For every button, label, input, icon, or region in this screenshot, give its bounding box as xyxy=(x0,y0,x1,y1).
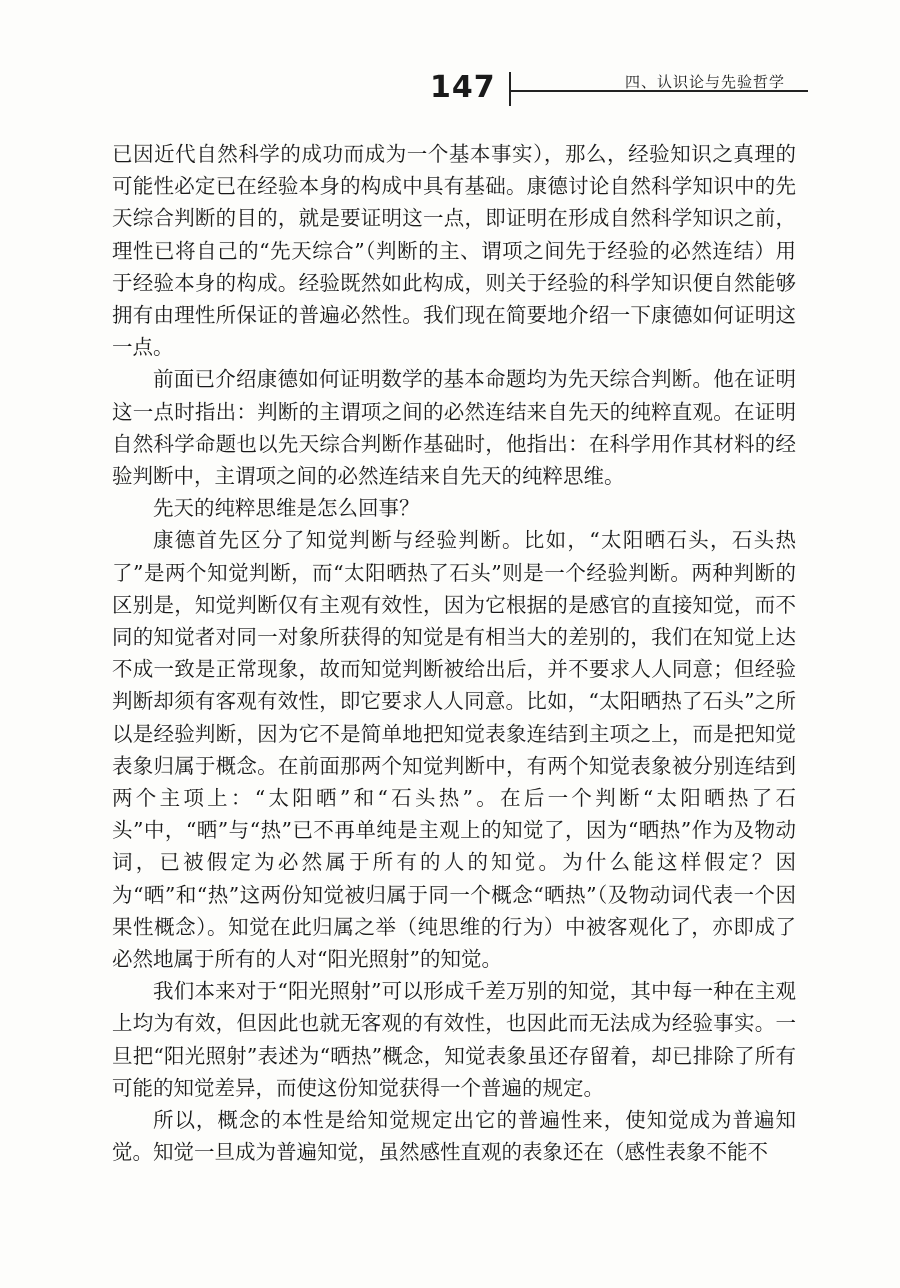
paragraph-continued: 已因近代自然科学的成功而成为一个基本事实），那么，经验知识之真理的可能性必定已在经验本身的构成中具有基础。康德讨论自然科学知识中的先天综合判断的目的，就是要证明这一点，即证明在形成自然科学知识之前，理性已将自己的“先天综合”（判断的主、谓项之间先于经验的必然连结）用于经验本身的构成。经验既然如此构成，则关于经验的科学知识便自然能够拥有由理性所保证的普遍必然性。我们现在简要地介绍一下康德如何证明这一点。 xyxy=(112,142,796,360)
body-text xyxy=(112,138,796,1169)
paragraph: 所以，概念的本性是给知觉规定出它的普遍性来，使知觉成为普遍知觉。知觉一旦成为普遍知觉，虽然感性直观的表象还在（感性表象不能不 xyxy=(112,1108,796,1165)
paragraph: 前面已介绍康德如何证明数学的基本命题均为先天综合判断。他在证明这一点时指出：判断的主谓项之间的必然连结来自先天的纯粹直观。在证明自然科学命题也以先天综合判断作基础时，他指出：在科学用作其材料的经验判断中，主谓项之间的必然连结来自先天的纯粹思维。 xyxy=(112,367,796,489)
paragraph: 康德首先区分了知觉判断与经验判断。比如，“太阳晒石头，石头热了”是两个知觉判断，而“太阳晒热了石头”则是一个经验判断。两种判断的区别是，知觉判断仅有主观有效性，因为它根据的是感官的直接知觉，而不同的知觉者对同一对象所获得的知觉是有相当大的差别的，我们在知觉上达不成一致是正常现象，故而知觉判断被给出后，并不要求人人同意；但经验判断却须有客观有效性，即它要求人人同意。比如，“太阳晒热了石头”之所以是经验判断，因为它不是简单地把知觉表象连结到主项之上，而是把知觉表象归属于概念。在前面那两个知觉判断中，有两个知觉表象被分别连结到两个主项上：“太阳晒”和“石头热”。在后一个判断“太阳晒热了石头”中，“晒”与“热”已不再单纯是主观上的知觉了，因为“晒热”作为及物动词，已被假定为必然属于所有的人的知觉。为什么能这样假定？因为“晒”和“热”这两份知觉被归属于同一个概念“晒热”（及物动词代表一个因果性概念）。知觉在此归属之举（纯思维的行为）中被客观化了，亦即成了必然地属于所有的人对“阳光照射”的知觉。 xyxy=(112,528,796,972)
paragraph: 我们本来对于“阳光照射”可以形成千差万别的知觉，其中每一种在主观上均为有效，但因此也就无客观的有效性，也因此而无法成为经验事实。一旦把“阳光照射”表述为“晒热”概念，知觉表象虽还存留着，却已排除了所有可能的知觉差异，而使这份知觉获得一个普遍的规定。 xyxy=(112,979,796,1100)
header-divider xyxy=(509,72,511,106)
page-header xyxy=(0,60,900,110)
paragraph-question: 先天的纯粹思维是怎么回事？ xyxy=(153,496,420,521)
running-head: 四、认识论与先验哲学 xyxy=(625,73,786,91)
page-number: 147 xyxy=(430,70,496,105)
